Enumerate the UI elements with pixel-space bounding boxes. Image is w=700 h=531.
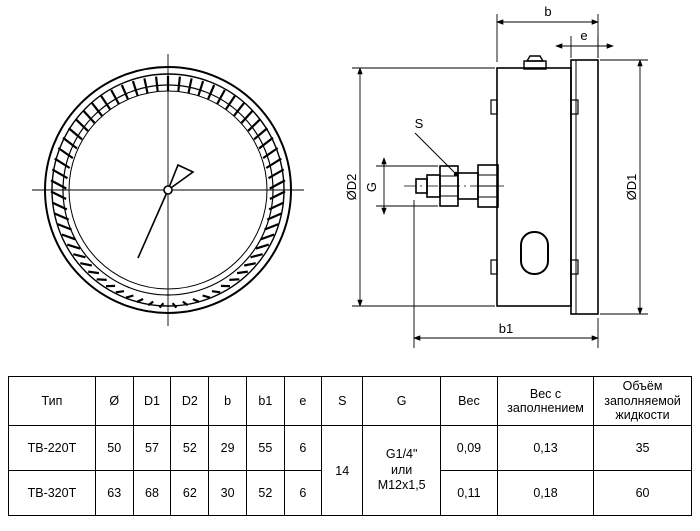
cell-diameter-0: 50 [95,426,133,471]
table-row [9,426,692,471]
gauge-side-view [491,56,598,314]
g-line1: G1/4" [385,447,418,462]
col-header-ves: Вес [440,377,497,426]
col-header-d2: D2 [171,377,209,426]
leader-S [415,133,458,176]
ves-s-line1: Вес с [529,386,562,401]
label-D1: ØD1 [624,173,639,201]
obem-line2: заполняемой [604,393,681,408]
cell-e-1: 6 [284,471,321,516]
col-header-obem [594,377,692,426]
label-D2: ØD2 [344,173,359,201]
col-header-ves-s-zapolneniem [498,377,594,426]
cell-d2-1: 62 [171,471,209,516]
cell-tip-1: ТВ-320Т [9,471,96,516]
col-header-g: G [363,377,440,426]
obem-line3: жидкости [615,408,670,423]
cell-s-merged: 14 [322,426,363,516]
label-b1: b1 [498,321,514,336]
process-connection-stem [404,165,506,207]
cell-d1-1: 68 [133,471,171,516]
cell-ves-1: 0,11 [440,471,497,516]
col-header-b1: b1 [246,377,284,426]
cell-ves-0: 0,09 [440,426,497,471]
cell-b-1: 30 [209,471,247,516]
cell-b-0: 29 [209,426,247,471]
g-line3: M12х1,5 [377,478,426,493]
specification-table [8,376,692,516]
col-header-tip: Тип [9,377,96,426]
gauge-front-view [32,54,304,326]
cell-g-merged [363,426,440,516]
cell-d1-0: 57 [133,426,171,471]
cell-d2-0: 52 [171,426,209,471]
cell-b1-0: 55 [246,426,284,471]
g-line2: или [391,462,413,477]
label-G: G [364,181,379,193]
col-header-d1: D1 [133,377,171,426]
cell-obem-0: 35 [594,426,692,471]
ves-s-line2: заполнением [507,401,584,415]
cell-obem-1: 60 [594,471,692,516]
cell-tip-0: ТВ-220Т [9,426,96,471]
cell-diameter-1: 63 [95,471,133,516]
cell-ves-s-0: 0,13 [498,426,594,471]
label-S: S [414,116,424,131]
label-b: b [544,4,552,19]
obem-line1: Объём [622,379,663,394]
gauge-needle [138,165,193,258]
cell-ves-s-1: 0,18 [498,471,594,516]
label-e: e [580,28,588,43]
cell-e-0: 6 [284,426,321,471]
cell-b1-1: 52 [246,471,284,516]
table-header-row [9,377,692,426]
col-header-e: e [284,377,321,426]
col-header-b: b [209,377,247,426]
col-header-diameter: Ø [95,377,133,426]
col-header-s: S [322,377,363,426]
